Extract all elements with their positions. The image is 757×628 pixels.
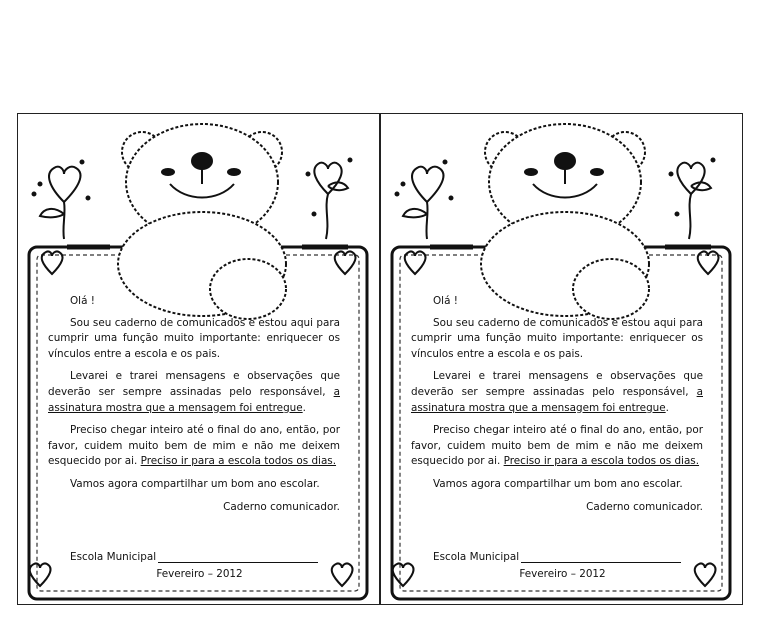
greeting: Olá !: [70, 295, 95, 307]
paragraph-care-text: Preciso chegar inteiro até o final do ano, então, por favor, cuidem muito bem de mim e não me deixem esquecido por ai.: [411, 424, 703, 468]
heart-flower-left-icon: [33, 161, 90, 240]
paragraph-care-text: Preciso chegar inteiro até o final do ano, então, por favor, cuidem muito bem de mim e não me deixem esquecido por ai.: [48, 424, 340, 468]
date: Fevereiro – 2012: [156, 568, 243, 580]
paragraph-care-underlined: Preciso ir para a escola todos os dias.: [503, 455, 700, 468]
school-field: [70, 550, 318, 563]
paragraph-intro: Sou seu caderno de comunicados e estou aqui para cumprir uma função muito importante: enriquecer os vínculos entre a escola e os pais.: [411, 316, 703, 360]
greeting: Olá !: [433, 295, 458, 307]
heart-flower-left-icon: [396, 161, 453, 240]
school-label: Escola Municipal: [433, 551, 520, 563]
heart-flower-right-icon: [670, 159, 715, 240]
bear-illustration: [118, 124, 286, 319]
paragraph-share: Vamos agora compartilhar um bom ano escolar.: [433, 477, 683, 490]
school-label: Escola Municipal: [70, 551, 157, 563]
paragraph-care: [48, 423, 340, 470]
bear-illustration: [481, 124, 649, 319]
heart-flower-right-icon: [307, 159, 352, 240]
paragraph-care: [411, 423, 703, 470]
paragraph-messages-underlined: a assinatura mostra que a mensagem foi entregue: [411, 385, 703, 414]
paragraph-messages-end: .: [665, 401, 669, 414]
paragraph-messages-underlined: a assinatura mostra que a mensagem foi entregue: [48, 385, 340, 414]
message-body: [48, 294, 340, 523]
message-body: [411, 294, 703, 523]
date: Fevereiro – 2012: [519, 568, 606, 580]
paragraph-intro: Sou seu caderno de comunicados e estou aqui para cumprir uma função muito importante: enriquecer os vínculos entre a escola e os pais.: [48, 316, 340, 360]
paragraph-messages-text: Levarei e trarei mensagens e observações que deverão ser sempre assinadas pelo responsável,: [48, 370, 340, 398]
signature: Caderno comunicador.: [223, 500, 340, 513]
paragraph-messages-text: Levarei e trarei mensagens e observações que deverão ser sempre assinadas pelo responsável,: [411, 370, 703, 398]
paragraph-care-underlined: Preciso ir para a escola todos os dias.: [140, 455, 337, 468]
paragraph-messages-end: .: [302, 401, 306, 414]
paragraph-share: Vamos agora compartilhar um bom ano escolar.: [70, 477, 320, 490]
card-right: [380, 113, 743, 605]
card-left: [17, 113, 380, 605]
school-name-line: [158, 550, 318, 563]
paragraph-messages: [48, 369, 340, 416]
school-name-line: [521, 550, 681, 563]
signature: Caderno comunicador.: [586, 500, 703, 513]
paragraph-messages: [411, 369, 703, 416]
school-field: [433, 550, 681, 563]
